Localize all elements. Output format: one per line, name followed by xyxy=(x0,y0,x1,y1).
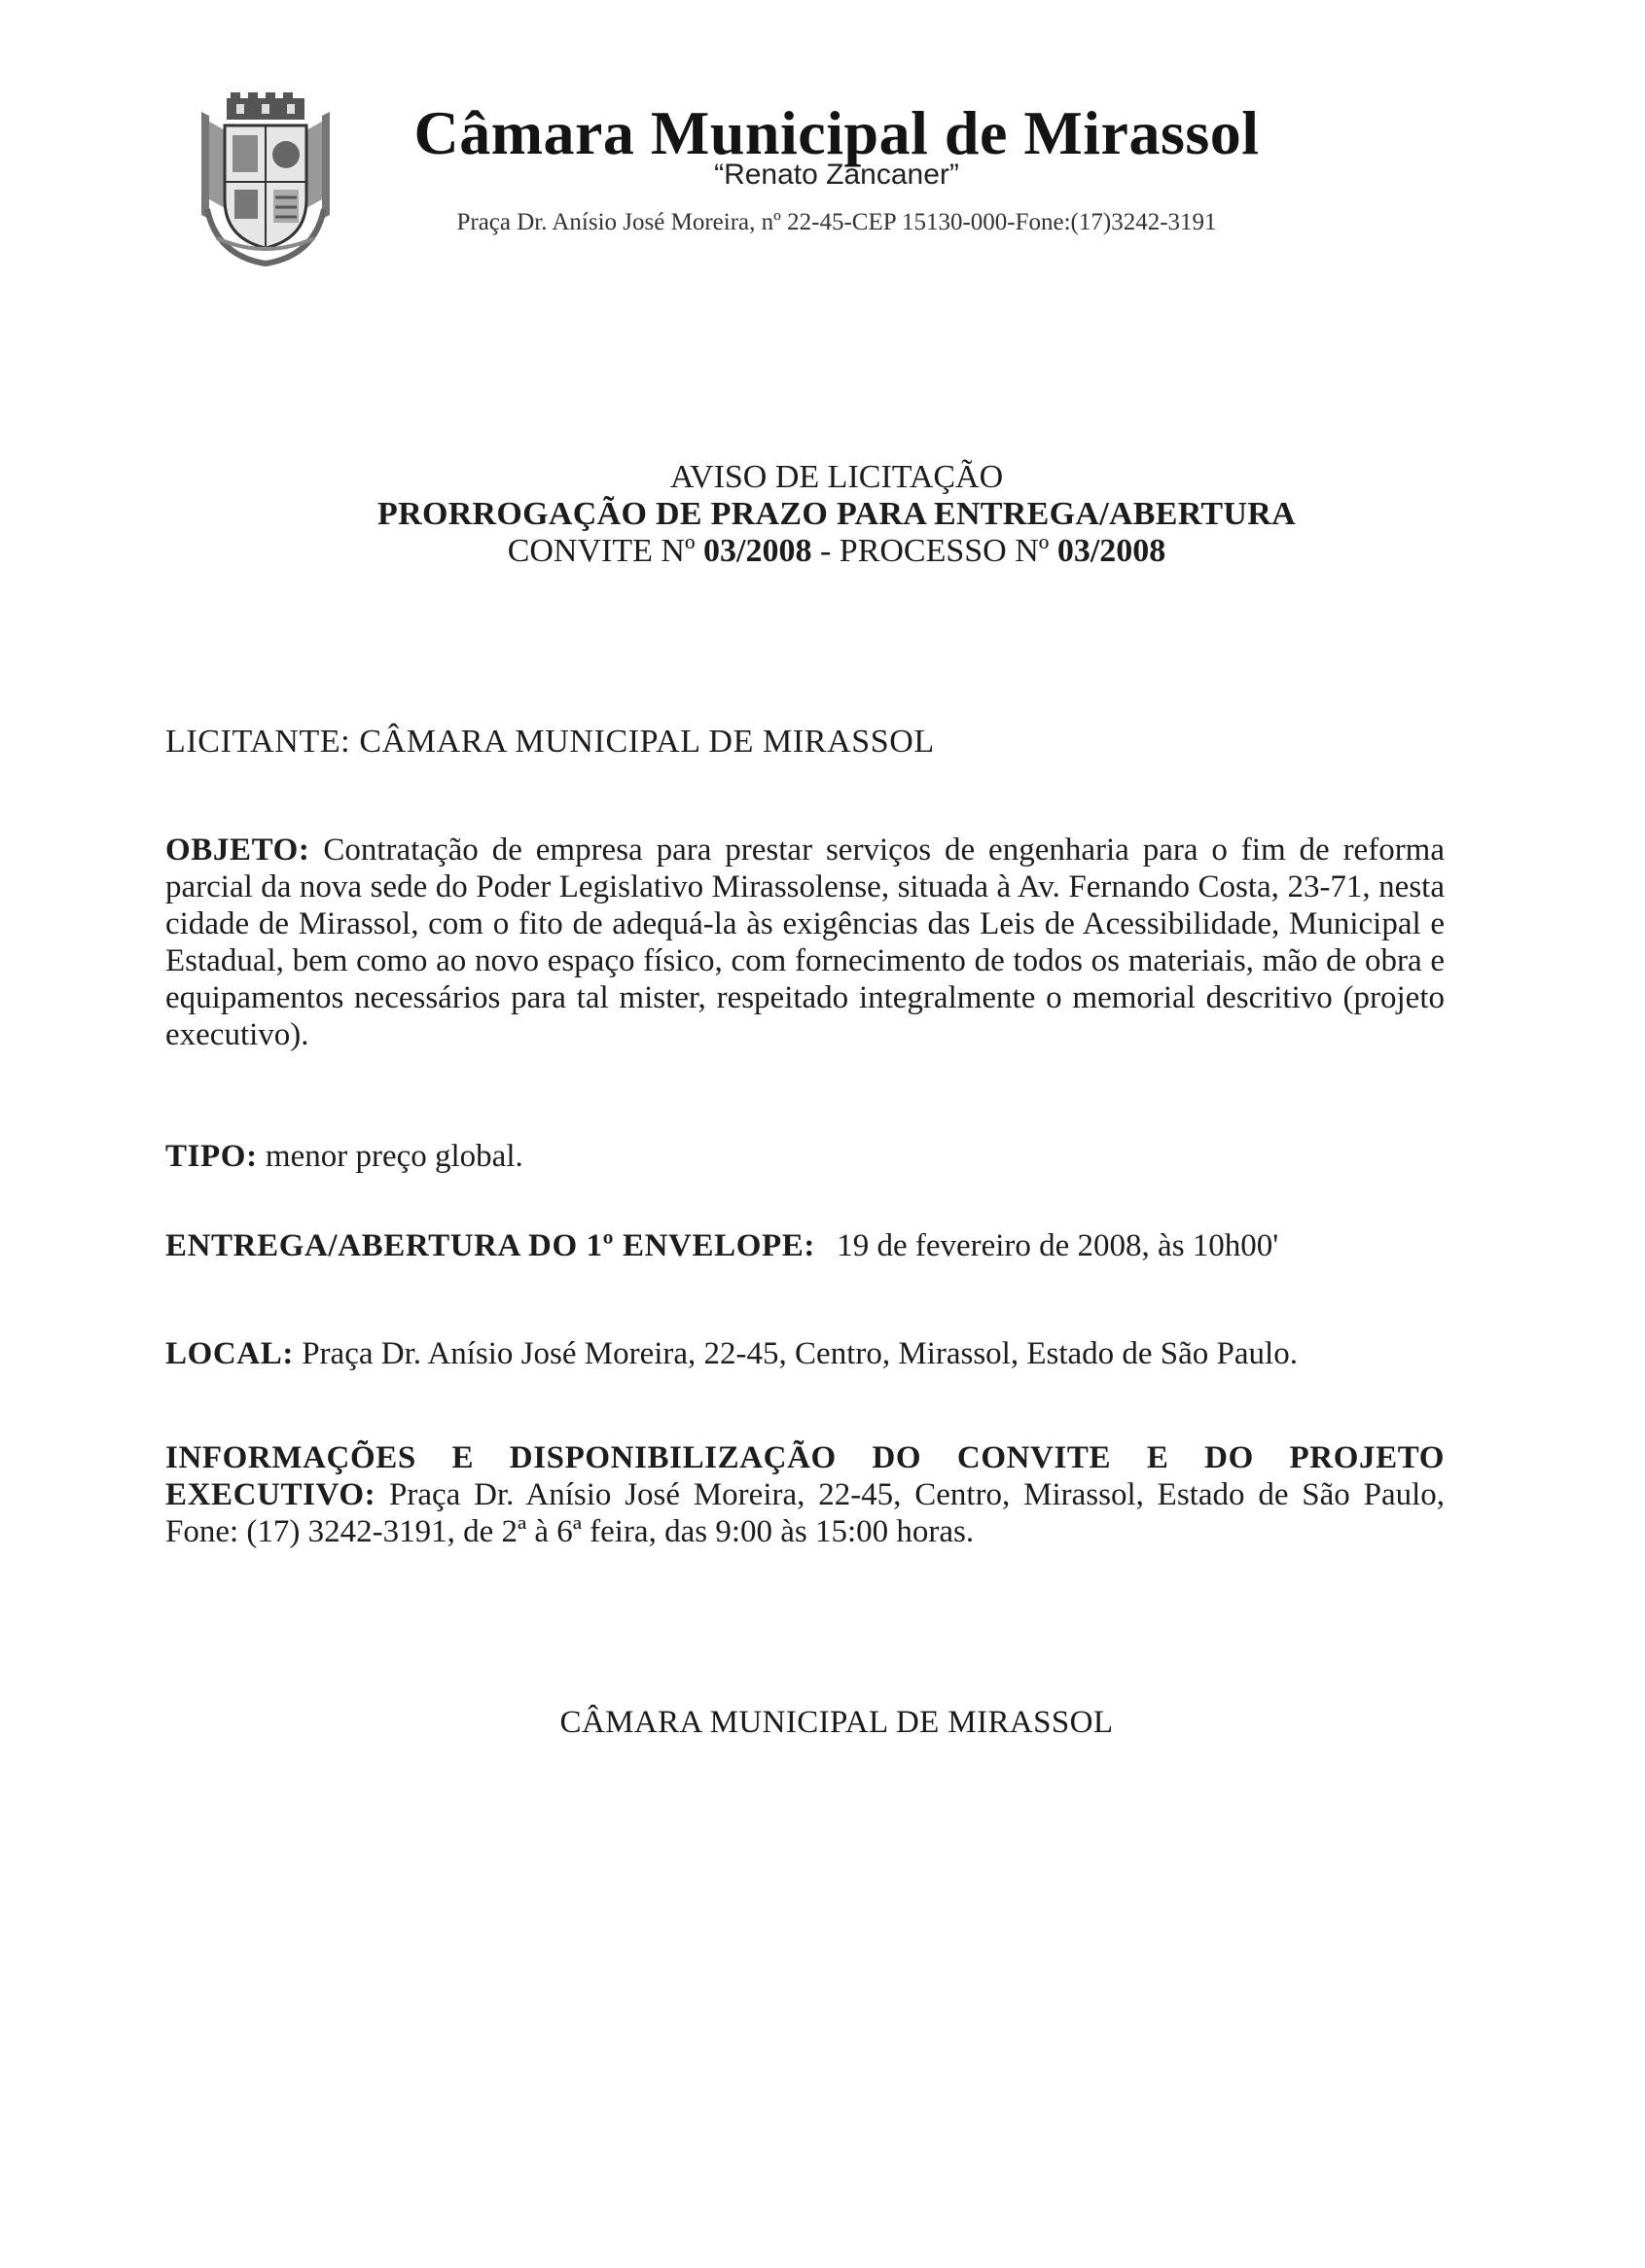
local-section xyxy=(165,1335,1445,1372)
org-address: Praça Dr. Anísio José Moreira, nº 22-45-CEP 15130-000-Fone:(17)3242-3191 xyxy=(456,209,1217,235)
tipo-value: menor preço global. xyxy=(265,1139,523,1174)
licitante-label: LICITANTE: xyxy=(165,724,351,760)
org-name: Câmara Municipal de Mirassol xyxy=(413,98,1260,167)
tipo-label: TIPO: xyxy=(165,1139,258,1174)
coat-of-arms-icon xyxy=(188,92,343,267)
informacoes-text: Praça Dr. Anísio José Moreira, 22-45, Centro, Mirassol, Estado de São Paulo, Fone: (17) 3242-3191, de 2ª à 6ª feira, das 9:00 às 15:00 horas. xyxy=(165,1477,1446,1549)
title-line-1: AVISO DE LICITAÇÃO xyxy=(669,459,1004,495)
signature: CÂMARA MUNICIPAL DE MIRASSOL xyxy=(559,1705,1114,1740)
licitante-value: CÂMARA MUNICIPAL DE MIRASSOL xyxy=(359,724,935,760)
notice-title xyxy=(350,459,1323,570)
entrega-value: 19 de fevereiro de 2008, às 10h00' xyxy=(837,1228,1279,1263)
informacoes-section xyxy=(165,1439,1445,1550)
objeto-text: Contratação de empresa para prestar serviços de engenharia para o fim de reforma parcial da nova sede do Poder Legislativo Mirassolense, situada à Av. Fernando Costa, 23-71, nesta cidade de Mirassol, com o fito de adequá-la às exigências das Leis de Acessibilidade, Municipal e Estadual, bem como ao novo espaço físico, com fornecimento de todos os materiais, mão de obra e equipamentos necessários para tal mister, respeitado integralmente o memorial descritivo (projeto executivo). xyxy=(165,833,1446,1052)
licitante-section xyxy=(165,724,1445,761)
title-line-2: PRORROGAÇÃO DE PRAZO PARA ENTREGA/ABERTURA xyxy=(377,496,1296,532)
local-value: Praça Dr. Anísio José Moreira, 22-45, Centro, Mirassol, Estado de São Paulo. xyxy=(302,1336,1298,1371)
processo-number: 03/2008 xyxy=(1056,533,1166,569)
entrega-section xyxy=(165,1227,1445,1264)
entrega-label: ENTREGA/ABERTURA DO 1º ENVELOPE: xyxy=(165,1228,815,1263)
processo-label: PROCESSO Nº xyxy=(839,533,1050,569)
convite-number: 03/2008 xyxy=(703,533,812,569)
title-separator: - xyxy=(811,533,840,569)
convite-label: CONVITE Nº xyxy=(507,533,696,569)
local-label: LOCAL: xyxy=(165,1336,294,1371)
objeto-label: OBJETO: xyxy=(165,833,310,868)
org-subtitle: “Renato Zancaner” xyxy=(714,159,959,191)
objeto-section xyxy=(165,832,1445,1053)
informacoes-label: INFORMAÇÕES E DISPONIBILIZAÇÃO DO CONVITE E DO PROJETO EXECUTIVO: xyxy=(165,1440,1445,1512)
title-line-3 xyxy=(350,533,1323,570)
tipo-section xyxy=(165,1138,1445,1175)
